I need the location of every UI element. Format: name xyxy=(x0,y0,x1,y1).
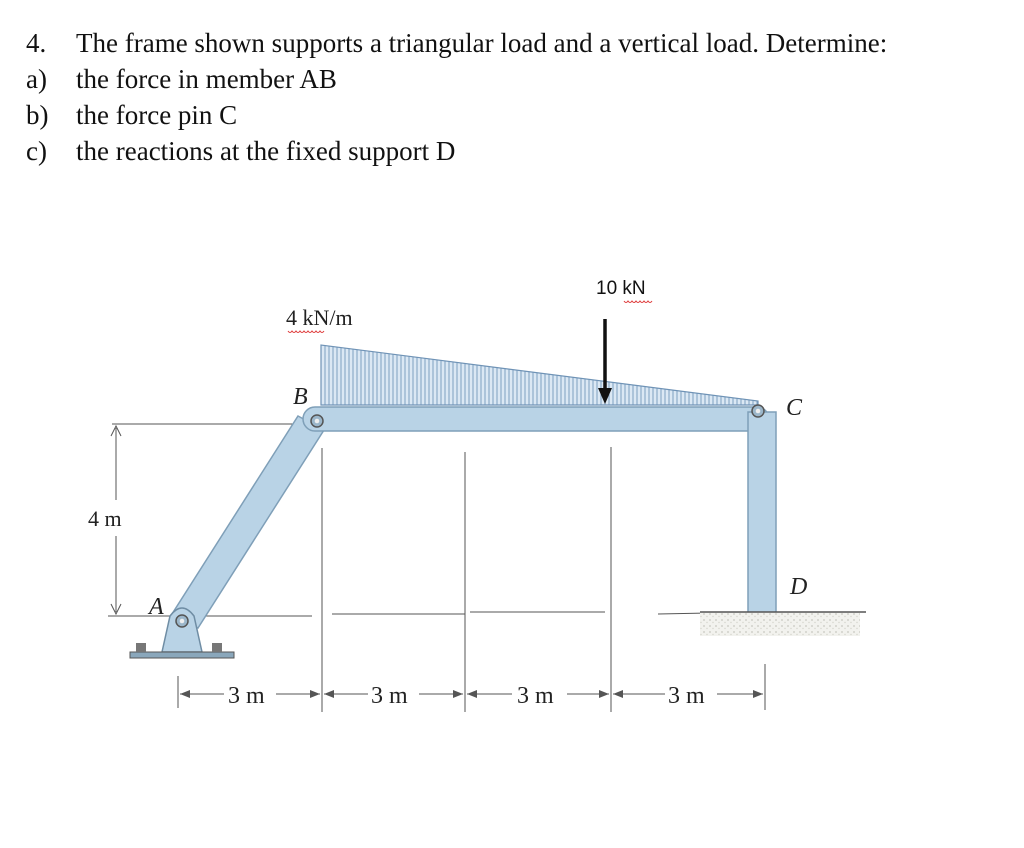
span-label-4: 3 m xyxy=(668,683,705,709)
point-a-label: A xyxy=(149,594,164,620)
triangular-load xyxy=(321,345,758,405)
spellcheck-underline-kn xyxy=(624,301,652,303)
span-label-1: 3 m xyxy=(228,683,265,709)
pin-c-center xyxy=(756,409,761,414)
span-label-2: 3 m xyxy=(371,683,408,709)
problem-text: The frame shown supports a triangular load and a vertical load. Determine: xyxy=(76,28,888,58)
beam-bc xyxy=(303,407,769,431)
point-load-arrow xyxy=(598,319,612,404)
part-c-text: the reactions at the fixed support D xyxy=(76,136,456,166)
member-ab xyxy=(172,416,324,628)
point-c-label: C xyxy=(786,395,803,421)
part-b-label: b) xyxy=(26,100,49,130)
point-d-label: D xyxy=(790,574,808,600)
spellcheck-underline xyxy=(288,331,324,333)
pin-b-center xyxy=(315,419,320,424)
problem-number: 4. xyxy=(26,28,47,58)
fixed-support-ground xyxy=(700,612,860,636)
point-b-label: B xyxy=(293,384,308,410)
column-cd xyxy=(748,412,776,615)
part-c-label: c) xyxy=(26,136,47,166)
span-label-3: 3 m xyxy=(517,683,554,709)
point-load-label: 10 kN xyxy=(596,278,646,299)
height-label: 4 m xyxy=(88,506,122,531)
distributed-load-label: 4 kN/m xyxy=(286,305,353,330)
part-a-text: the force in member AB xyxy=(76,64,337,94)
part-b-text: the force pin C xyxy=(76,100,238,130)
part-a-label: a) xyxy=(26,64,47,94)
